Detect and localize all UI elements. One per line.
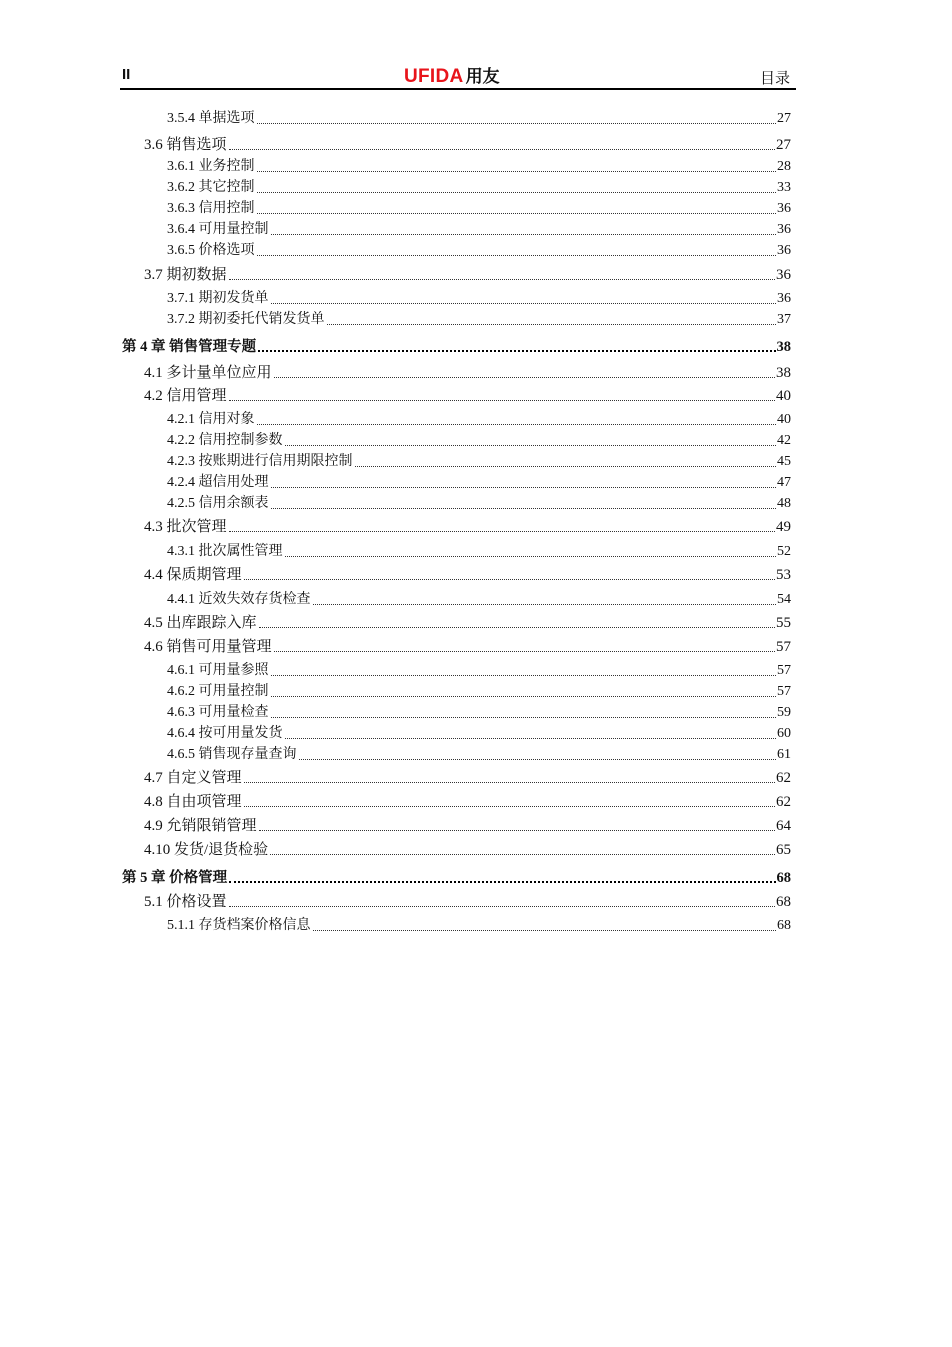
toc-entry-page: 52 <box>777 544 791 559</box>
toc-entry[interactable] <box>144 817 791 835</box>
toc-entry[interactable] <box>122 869 791 887</box>
toc-entry[interactable] <box>144 793 791 811</box>
toc-dot-leader <box>285 738 777 739</box>
toc-entry[interactable] <box>144 893 791 911</box>
toc-dot-leader <box>244 782 775 783</box>
toc-entry-page: 27 <box>777 111 791 126</box>
toc-entry[interactable] <box>167 221 791 239</box>
toc-entry[interactable] <box>167 290 791 308</box>
toc-dot-leader <box>229 881 775 883</box>
toc-entry-label: 4.2.3 按账期进行信用期限控制 <box>167 454 353 469</box>
toc-entry-label: 3.6.4 可用量控制 <box>167 222 269 237</box>
toc-entry[interactable] <box>144 566 791 584</box>
toc-dot-leader <box>327 324 777 325</box>
toc-entry-page: 42 <box>777 433 791 448</box>
toc-dot-leader <box>258 350 775 352</box>
toc-entry[interactable] <box>167 917 791 935</box>
toc-entry-page: 57 <box>777 663 791 678</box>
toc-entry-page: 49 <box>776 519 791 535</box>
toc-entry-page: 62 <box>776 770 791 786</box>
toc-entry-page: 57 <box>777 684 791 699</box>
toc-entry-label: 4.2.2 信用控制参数 <box>167 433 283 448</box>
toc-entry-page: 47 <box>777 475 791 490</box>
toc-entry-label: 4.6 销售可用量管理 <box>144 639 272 655</box>
toc-dot-leader <box>271 234 777 235</box>
toc-dot-leader <box>259 830 775 831</box>
toc-entry-label: 4.4.1 近效失效存货检查 <box>167 592 311 607</box>
toc-dot-leader <box>271 675 777 676</box>
toc-entry-label: 5.1 价格设置 <box>144 894 227 910</box>
toc-entry-label: 4.3.1 批次属性管理 <box>167 544 283 559</box>
toc-entry-label: 3.7.2 期初委托代销发货单 <box>167 312 325 327</box>
toc-entry-label: 4.4 保质期管理 <box>144 567 242 583</box>
toc-dot-leader <box>270 854 775 855</box>
toc-entry[interactable] <box>144 387 791 405</box>
toc-entry-page: 45 <box>777 454 791 469</box>
toc-entry-page: 57 <box>776 639 791 655</box>
toc-entry-label: 4.6.4 按可用量发货 <box>167 726 283 741</box>
toc-entry[interactable] <box>167 453 791 471</box>
toc-entry[interactable] <box>167 662 791 680</box>
toc-entry[interactable] <box>144 638 791 656</box>
toc-entry-page: 59 <box>777 705 791 720</box>
toc-entry[interactable] <box>167 242 791 260</box>
toc-entry-page: 53 <box>776 567 791 583</box>
toc-entry-page: 62 <box>776 794 791 810</box>
toc-entry-label: 3.5.4 单据选项 <box>167 111 255 126</box>
toc-entry-page: 38 <box>776 365 791 381</box>
toc-entry-label: 4.6.5 销售现存量查询 <box>167 747 297 762</box>
toc-dot-leader <box>257 255 777 256</box>
toc-entry[interactable] <box>167 543 791 561</box>
toc-entry-label: 4.6.2 可用量控制 <box>167 684 269 699</box>
page-number: II <box>122 66 131 83</box>
section-title: 目录 <box>759 71 790 87</box>
toc-entry[interactable] <box>144 841 791 859</box>
toc-entry[interactable] <box>144 614 791 632</box>
toc-entry-page: 36 <box>777 243 791 258</box>
toc-entry[interactable] <box>167 200 791 218</box>
toc-entry-label: 4.2.5 信用余额表 <box>167 496 269 511</box>
toc-entry-page: 68 <box>776 870 791 886</box>
toc-dot-leader <box>271 508 777 509</box>
toc-dot-leader <box>257 123 777 124</box>
toc-dot-leader <box>257 213 777 214</box>
toc-dot-leader <box>244 806 775 807</box>
toc-entry[interactable] <box>167 110 791 128</box>
toc-entry-label: 3.6.1 业务控制 <box>167 159 255 174</box>
toc-dot-leader <box>299 759 777 760</box>
toc-entry-label: 4.1 多计量单位应用 <box>144 365 272 381</box>
toc-dot-leader <box>285 556 777 557</box>
toc-entry[interactable] <box>144 136 791 154</box>
toc-entry-label: 4.6.3 可用量检查 <box>167 705 269 720</box>
toc-entry-page: 40 <box>777 412 791 427</box>
toc-entry-page: 48 <box>777 496 791 511</box>
toc-entry-label: 4.7 自定义管理 <box>144 770 242 786</box>
toc-dot-leader <box>271 717 777 718</box>
toc-entry-page: 68 <box>777 918 791 933</box>
toc-entry[interactable] <box>167 725 791 743</box>
toc-entry-label: 3.6 销售选项 <box>144 137 227 153</box>
toc-entry[interactable] <box>144 364 791 382</box>
toc-dot-leader <box>244 579 775 580</box>
toc-entry[interactable] <box>167 179 791 197</box>
toc-entry-label: 第 4 章 销售管理专题 <box>122 339 257 355</box>
toc-dot-leader <box>229 906 775 907</box>
toc-entry-page: 61 <box>777 747 791 762</box>
logo-latin-text: UFIDA <box>404 66 464 87</box>
toc-entry-label: 4.9 允销限销管理 <box>144 818 257 834</box>
toc-dot-leader <box>274 651 775 652</box>
toc-entry-label: 4.6.1 可用量参照 <box>167 663 269 678</box>
toc-entry[interactable] <box>144 769 791 787</box>
toc-dot-leader <box>257 424 777 425</box>
toc-entry-label: 3.7 期初数据 <box>144 267 227 283</box>
toc-entry[interactable] <box>167 474 791 492</box>
toc-dot-leader <box>313 604 777 605</box>
toc-entry-label: 4.10 发货/退货检验 <box>144 842 269 858</box>
toc-dot-leader <box>271 696 777 697</box>
toc-entry[interactable] <box>167 411 791 429</box>
toc-entry-page: 65 <box>776 842 791 858</box>
toc-entry-label: 3.7.1 期初发货单 <box>167 291 269 306</box>
toc-entry-page: 27 <box>776 137 791 153</box>
toc-entry-label: 4.2.4 超信用处理 <box>167 475 269 490</box>
toc-entry-label: 4.8 自由项管理 <box>144 794 242 810</box>
toc-dot-leader <box>271 487 777 488</box>
toc-entry-label: 3.6.2 其它控制 <box>167 180 255 195</box>
toc-dot-leader <box>229 149 775 150</box>
toc-entry-label: 4.5 出库跟踪入库 <box>144 615 257 631</box>
toc-entry[interactable] <box>167 704 791 722</box>
toc-dot-leader <box>257 192 777 193</box>
toc-entry-label: 第 5 章 价格管理 <box>122 870 228 886</box>
toc-entry[interactable] <box>167 495 791 513</box>
toc-dot-leader <box>229 279 775 280</box>
toc-entry[interactable] <box>167 683 791 701</box>
toc-entry[interactable] <box>167 746 791 764</box>
toc-dot-leader <box>259 627 775 628</box>
toc-entry-page: 68 <box>776 894 791 910</box>
toc-dot-leader <box>229 531 775 532</box>
logo-cjk-text: 用友 <box>465 67 500 87</box>
toc-dot-leader <box>285 445 777 446</box>
toc-entry-page: 60 <box>777 726 791 741</box>
toc-entry-page: 36 <box>777 201 791 216</box>
toc-entry[interactable] <box>167 311 791 329</box>
toc-entry-label: 3.6.3 信用控制 <box>167 201 255 216</box>
toc-entry-page: 54 <box>777 592 791 607</box>
toc-dot-leader <box>229 400 775 401</box>
toc-entry-label: 4.2 信用管理 <box>144 388 227 404</box>
toc-entry-page: 37 <box>777 312 791 327</box>
toc-entry[interactable] <box>144 266 791 284</box>
toc-entry-page: 64 <box>776 818 791 834</box>
ufida-logo <box>404 62 500 88</box>
toc-entry-label: 3.6.5 价格选项 <box>167 243 255 258</box>
toc-entry-label: 4.2.1 信用对象 <box>167 412 255 427</box>
toc-entry-page: 38 <box>776 339 791 355</box>
toc-entry[interactable] <box>144 518 791 536</box>
toc-entry-page: 40 <box>776 388 791 404</box>
toc-entry-page: 33 <box>777 180 791 195</box>
toc-entry-label: 4.3 批次管理 <box>144 519 227 535</box>
toc-dot-leader <box>313 930 777 931</box>
toc-dot-leader <box>257 171 777 172</box>
toc-dot-leader <box>274 377 775 378</box>
toc-entry-page: 36 <box>777 291 791 306</box>
toc-entry-page: 55 <box>776 615 791 631</box>
toc-dot-leader <box>271 303 777 304</box>
toc-entry[interactable] <box>122 338 791 356</box>
toc-entry-page: 36 <box>777 222 791 237</box>
toc-entry-label: 5.1.1 存货档案价格信息 <box>167 918 311 933</box>
toc-entry[interactable] <box>167 432 791 450</box>
toc-dot-leader <box>355 466 777 467</box>
toc-entry-page: 36 <box>776 267 791 283</box>
toc-entry-page: 28 <box>777 159 791 174</box>
page-header <box>120 64 796 90</box>
toc-entry[interactable] <box>167 158 791 176</box>
toc-entry[interactable] <box>167 591 791 609</box>
